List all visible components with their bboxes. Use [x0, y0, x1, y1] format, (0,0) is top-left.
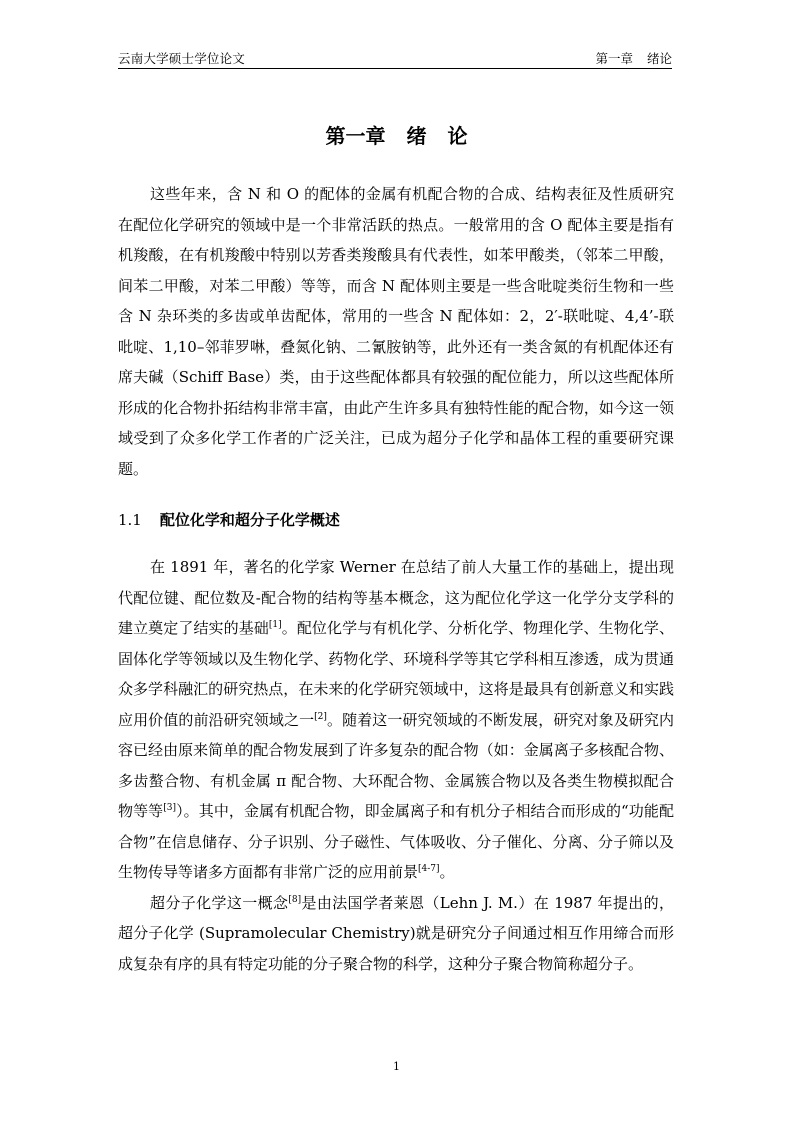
intro-paragraph: 这些年来，含 N 和 O 的配体的金属有机配合物的合成、结构表征及性质研究在配位化学研究的领域中是一个非常活跃的热点。一般常用的含 O 配体主要是指有机羧酸，在有机羧酸中特别以芳香类羧酸具有代表性，如苯甲酸类，（邻苯二甲酸，间苯二甲酸，对苯二甲酸）等等，而含 N 配体则主要是一些含吡啶类衍生物和一些含 N 杂环类的多齿或单齿配体，常用的一些含 N 配体如：2，2′-联吡啶、4,4’-联吡啶、1,10–邻菲罗啉，叠氮化钠、二氰胺钠等，此外还有一类含氮的有机配体还有席夫碱（Schiff Base）类，由于这些配体都具有较强的配位能力，所以这些配体所形成的化合物扑拓结构非常丰富，由此产生许多具有独特性能的配合物，如今这一领域受到了众多化学工作者的广泛关注，已成为超分子化学和晶体工程的重要研究课题。 — [118, 185, 674, 478]
citation: [2] — [314, 711, 327, 722]
running-header-left: 云南大学硕士学位论文 — [118, 51, 246, 66]
section-heading — [118, 509, 340, 530]
citation: [1] — [268, 620, 282, 630]
page-number: 1 — [393, 1060, 400, 1073]
citation: [8] — [288, 894, 302, 905]
paragraph-werner — [118, 552, 674, 888]
citation: [4-7] — [418, 864, 440, 874]
paragraph-text: 。配位化学与有机化学、分析化学、物理化学、生物化学、固体化学等领域以及生物化学、药物化学、环境科学等其它学科相互渗透，成为贯通众多学科融汇的研究热点，在未来的化学研究领域中，这将是最具有创新意义和实践应用价值的前沿研究领域之一 — [118, 619, 674, 729]
running-header-right: 第一章 绪论 — [595, 51, 672, 66]
section-number: 1.1 — [118, 511, 142, 529]
section-title: 配位化学和超分子化学概述 — [159, 511, 340, 529]
paragraph-text: 是由法国学者莱恩（Lehn J. M.）在 1987 年提出的，超分子化学 (Supramolecular Chemistry)就是研究分子间通过相互作用缔合而形成复杂有序的具有特定功能的分子聚合物的科学，这种分子聚合物简称超分子。 — [118, 893, 674, 973]
paragraph-text: 。随着这一研究领域的不断发展，研究对象及研究内容已经由原来简单的配合物发展到了许多复杂的配合物（如：金属离子多核配合物、多齿螯合物、有机金属 π 配合物、大环配合物、金属簇合物以及各类生物模拟配合物等等 — [118, 710, 674, 820]
paragraph-text: 超分子化学这一概念 — [150, 893, 289, 912]
paragraph-text: 在 1891 年，著名的化学家 Werner 在总结了前人大量工作的基础上，提出现代配位键、配位数及-配合物的结构等基本概念，这为配位化学这一化学分支学科的建立奠定了结实的基础 — [118, 558, 674, 637]
paragraph-text: 。 — [439, 863, 455, 881]
intro-section — [118, 179, 674, 484]
paragraph-supramolecular — [118, 888, 674, 980]
chapter-title: 第一章 绪 论 — [325, 124, 468, 148]
paragraph-text: ）。其中，金属有机配合物，即金属离子和有机分子相结合而形成的“功能配合物”在信息储存、分子识别、分子磁性、气体吸收、分子催化、分离、分子筛以及生物传导等诸多方面都有非常广泛的应用前景 — [118, 802, 674, 881]
citation: [3] — [163, 803, 176, 813]
header-divider — [118, 68, 672, 69]
section-body — [118, 552, 674, 979]
